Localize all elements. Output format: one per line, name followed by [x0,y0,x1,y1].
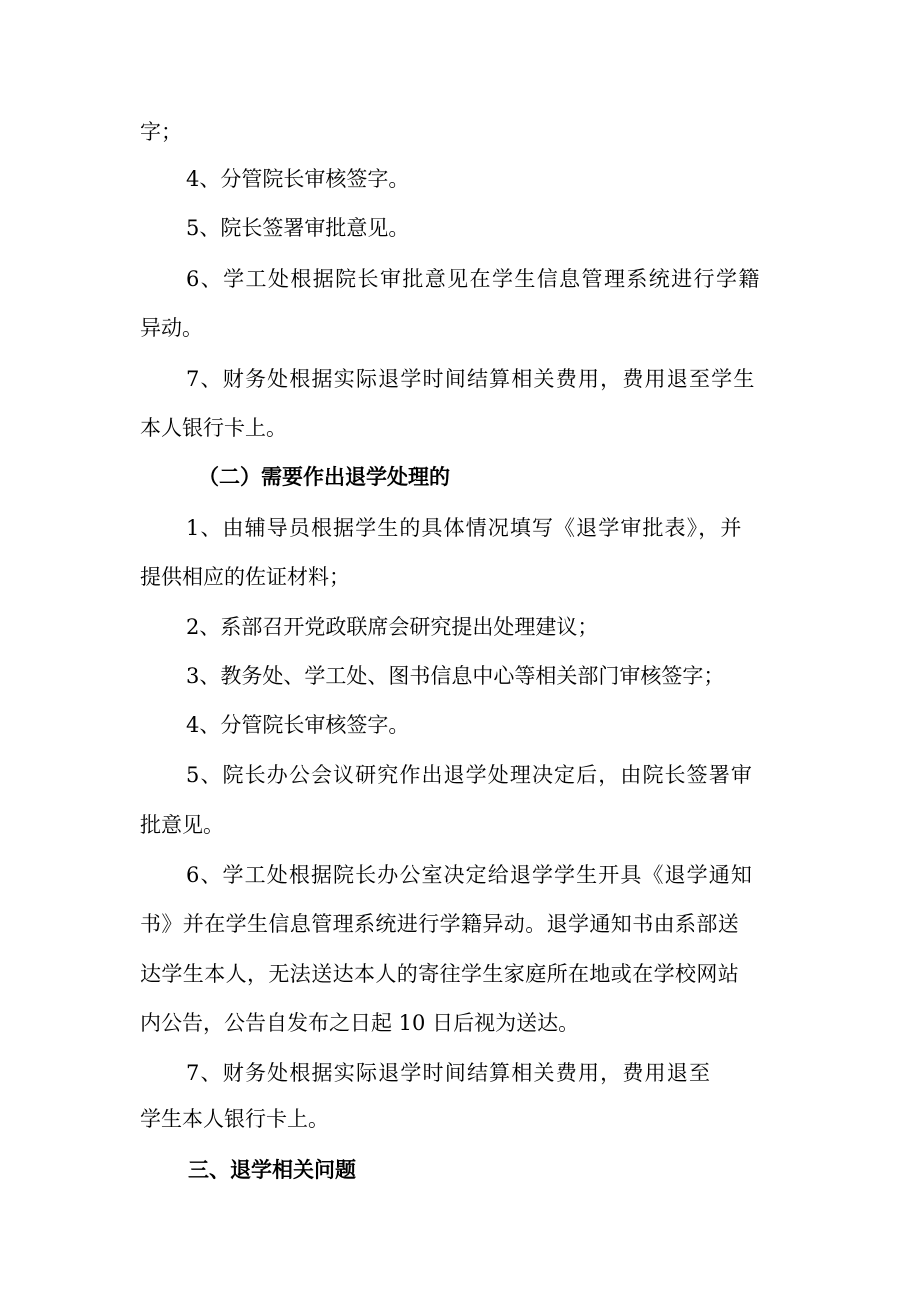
list-item: 5、院长办公会议研究作出退学处理决定后，由院长签署审 [186,763,753,787]
section-heading: （二）需要作出退学处理的 [198,464,450,489]
paragraph-line: 书》并在学生信息管理系统进行学籍异动。退学通知书由系部送 [140,912,740,936]
paragraph-line: 学生本人银行卡上。 [140,1107,329,1131]
paragraph-line: 字； [140,120,182,144]
list-item: 4、分管院长审核签字。 [186,167,410,191]
list-item: 6、学工处根据院长办公室决定给退学学生开具《退学通知 [186,863,753,887]
paragraph-line: 内公告，公告自发布之日起 10 日后视为送达。 [140,1011,580,1035]
list-item: 6、学工处根据院长审批意见在学生信息管理系统进行学籍 [186,267,761,291]
paragraph-line: 达学生本人，无法送达本人的寄往学生家庭所在地或在学校网站 [140,962,740,986]
list-item: 5、院长签署审批意见。 [186,216,410,240]
list-item: 3、教务处、学工处、图书信息中心等相关部门审核签字； [186,664,725,688]
list-item: 1、由辅导员根据学生的具体情况填写《退学审批表》，并 [186,516,743,540]
paragraph-line: 提供相应的佐证材料； [140,565,350,589]
paragraph-line: 本人银行卡上。 [140,416,287,440]
list-item: 2、系部召开党政联席会研究提出处理建议； [186,615,599,639]
list-item: 7、财务处根据实际退学时间结算相关费用，费用退至学生 [186,367,756,391]
paragraph-line: 批意见。 [140,813,224,837]
section-heading: 三、退学相关问题 [188,1157,356,1182]
list-item: 4、分管院长审核签字。 [186,713,410,737]
list-item: 7、财务处根据实际退学时间结算相关费用，费用退至 [186,1061,712,1085]
paragraph-line: 异动。 [140,316,203,340]
